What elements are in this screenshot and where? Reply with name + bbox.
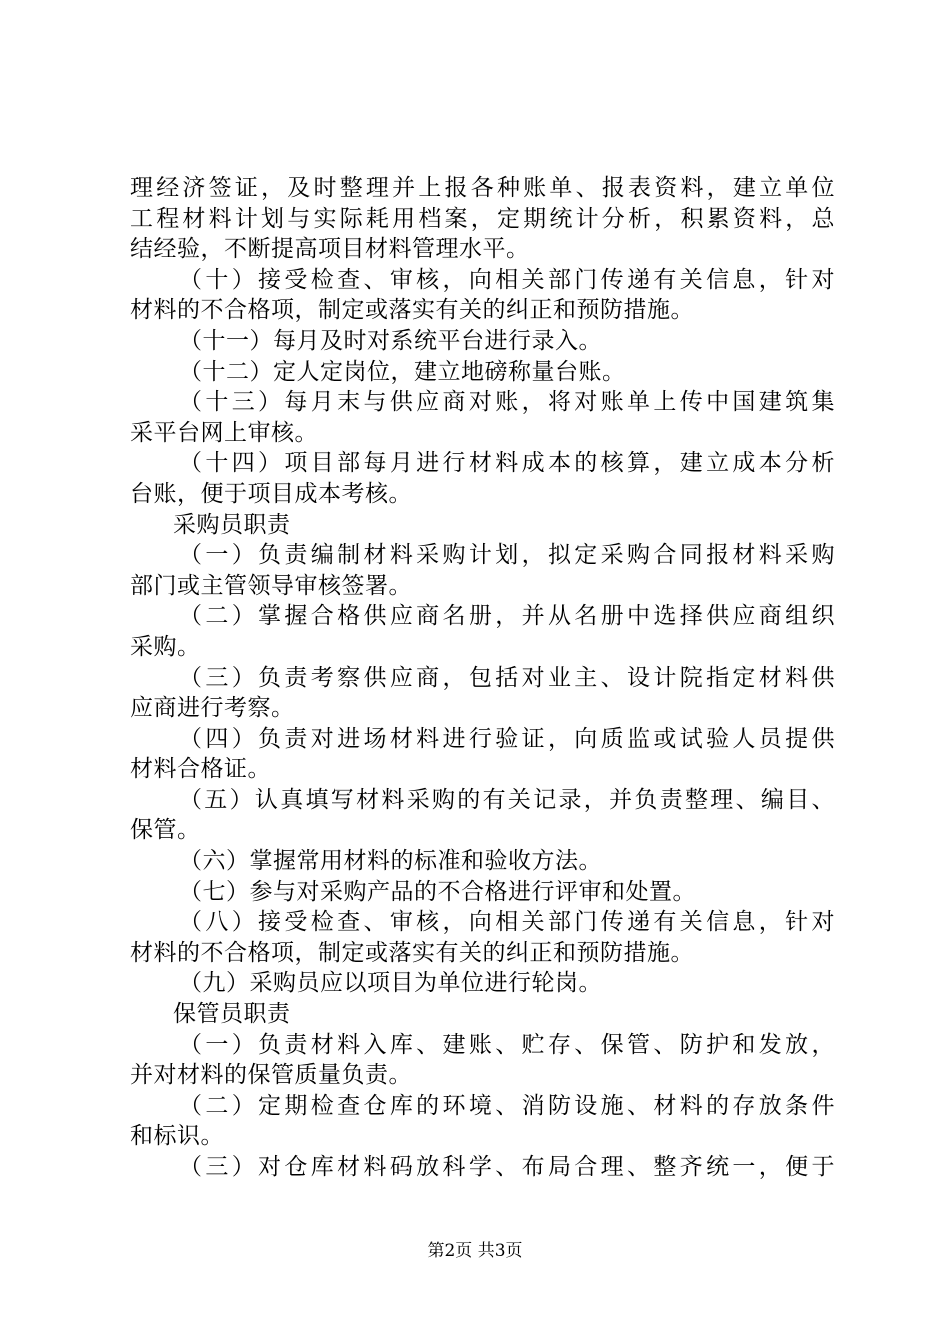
text-line: （十）接受检查、审核，向相关部门传递有关信息，针对 xyxy=(179,266,835,293)
text-line: （五）认真填写材料采购的有关记录，并负责整理、编目、 xyxy=(179,786,835,813)
text-line: （九）采购员应以项目为单位进行轮岗。 xyxy=(179,970,602,997)
text-line: 理经济签证，及时整理并上报各种账单、报表资料，建立单位 xyxy=(130,175,835,201)
text-line: 采购。 xyxy=(130,633,201,660)
text-line: 工程材料计划与实际耗用档案，定期统计分析，积累资料，总 xyxy=(130,205,835,232)
text-line: 应商进行考察。 xyxy=(130,695,295,722)
text-line: （三）对仓库材料码放科学、布局合理、整齐统一，便于 xyxy=(179,1154,835,1180)
text-line: （三）负责考察供应商，包括对业主、设计院指定材料供 xyxy=(179,664,835,691)
text-line: 部门或主管领导审核签署。 xyxy=(130,572,412,599)
text-line: 采平台网上审核。 xyxy=(130,419,318,446)
section-heading: 保管员职责 xyxy=(173,1001,291,1028)
text-line: （十二）定人定岗位，建立地磅称量台账。 xyxy=(179,358,626,385)
section-heading: 采购员职责 xyxy=(173,511,291,538)
text-line: （一）负责材料入库、建账、贮存、保管、防护和发放， xyxy=(179,1031,835,1058)
text-line: （十一）每月及时对系统平台进行录入。 xyxy=(179,327,602,354)
page-number: 第2页 共3页 xyxy=(427,1241,523,1261)
text-line: 台账，便于项目成本考核。 xyxy=(130,480,412,507)
text-line: 材料的不合格项，制定或落实有关的纠正和预防措施。 xyxy=(130,939,694,966)
text-line: （二）定期检查仓库的环境、消防设施、材料的存放条件 xyxy=(179,1092,835,1119)
text-line: （一）负责编制材料采购计划，拟定采购合同报材料采购 xyxy=(179,542,835,569)
text-line: （六）掌握常用材料的标准和验收方法。 xyxy=(179,848,602,875)
document-body xyxy=(130,173,835,1183)
text-line: （二）掌握合格供应商名册，并从名册中选择供应商组织 xyxy=(179,603,835,630)
text-line: （四）负责对进场材料进行验证，向质监或试验人员提供 xyxy=(179,725,835,752)
text-line: （七）参与对采购产品的不合格进行评审和处置。 xyxy=(179,878,696,905)
text-line: （十四）项目部每月进行材料成本的核算，建立成本分析 xyxy=(179,450,835,477)
text-line: 材料的不合格项，制定或落实有关的纠正和预防措施。 xyxy=(130,297,694,324)
text-line: 材料合格证。 xyxy=(130,756,271,783)
text-line: 保管。 xyxy=(130,817,201,844)
text-line: （八）接受检查、审核，向相关部门传递有关信息，针对 xyxy=(179,909,835,936)
text-line: （十三）每月末与供应商对账，将对账单上传中国建筑集 xyxy=(179,389,835,416)
text-line: 结经验，不断提高项目材料管理水平。 xyxy=(130,236,530,263)
text-line: 并对材料的保管质量负责。 xyxy=(130,1062,412,1089)
text-line: 和标识。 xyxy=(130,1123,224,1150)
